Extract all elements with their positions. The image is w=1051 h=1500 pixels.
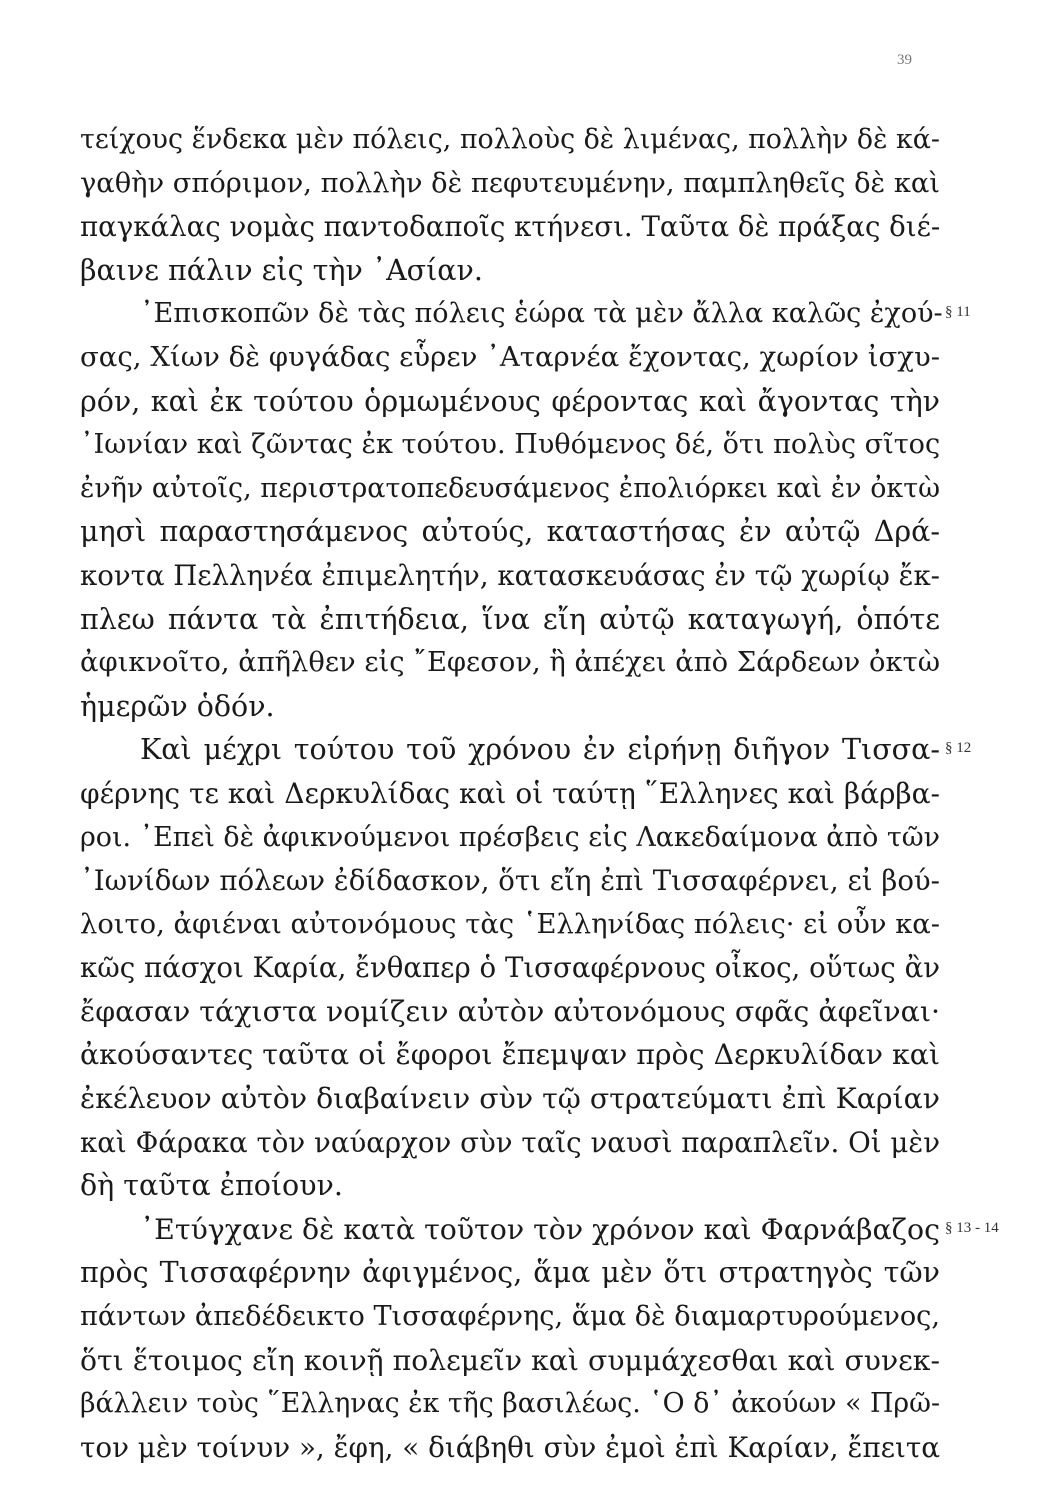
section-marker: § 11	[945, 304, 971, 320]
text-line: λοιτο, ἀφιέναι αὐτονόμους τὰς ῾Ελληνίδας πόλεις· εἰ οὖν κα-	[80, 908, 940, 940]
text-line: πλεω πάντα τὰ ἐπιτήδεια, ἵνα εἴη αὐτῷ καταγωγή, ὁπότε	[80, 602, 940, 636]
text-line: Καὶ μέχρι τούτου τοῦ χρόνου ἐν εἰρήνῃ διῆγον Τισσα-	[140, 733, 940, 767]
text-line: ᾿Ιωνίδων πόλεων ἐδίδασκον, ὅτι εἴη ἐπὶ Τισσαφέρνει, εἰ βού-	[80, 864, 940, 898]
text-line: πάντων ἀπεδέδεικτο Τισσαφέρνης, ἅμα δὲ διαμαρτυρούμενος,	[80, 1301, 940, 1333]
text-line: ἐκέλευον αὐτὸν διαβαίνειν σὺν τῷ στρατεύματι ἐπὶ Καρίαν	[80, 1082, 940, 1116]
text-line: ὅτι ἕτοιμος εἴη κοινῇ πολεμεῖν καὶ συμμάχεσθαι καὶ συνεκ-	[80, 1343, 940, 1377]
text-line: σας, Χίων δὲ φυγάδας εὗρεν ᾿Αταρνέα ἔχοντας, χωρίον ἰσχυ-	[80, 340, 940, 373]
section-marker: § 13 - 14	[945, 1220, 999, 1236]
text-line: βαινε πάλιν εἰς τὴν ᾿Ασίαν.	[80, 253, 483, 287]
text-line: ᾿Ιωνίαν καὶ ζῶντας ἐκ τούτου. Πυθόμενος δέ, ὅτι πολὺς σῖτος	[80, 429, 941, 461]
text-line: καὶ Φάρακα τὸν ναύαρχον σὺν ταῖς ναυσὶ παραπλεῖν. Οἱ μὲν	[80, 1125, 940, 1159]
body-text	[80, 118, 943, 1469]
text-line: κῶς πάσχοι Καρία, ἔνθαπερ ὁ Τισσαφέρνους οἶκος, οὕτως ἂν	[80, 951, 940, 985]
text-line: ᾿Επισκοπῶν δὲ τὰς πόλεις ἑώρα τὰ μὲν ἄλλα καλῶς ἐχού-	[140, 298, 943, 330]
text-line: τείχους ἕνδεκα μὲν πόλεις, πολλοὺς δὲ λιμένας, πολλὴν δὲ κά-	[80, 124, 940, 155]
text-line: βάλλειν τοὺς ῞Ελληνας ἐκ τῆς βασιλέως. ῾Ο δ᾿ ἀκούων « Πρῶ-	[80, 1388, 940, 1420]
section-marker: § 12	[945, 740, 972, 756]
text-line: ἔφασαν τάχιστα νομίζειν αὐτὸν αὐτονόμους σφᾶς ἀφεῖναι·	[80, 994, 940, 1028]
text-line: ἀκούσαντες ταῦτα οἱ ἔφοροι ἔπεμψαν πρὸς Δερκυλίδαν καὶ	[80, 1038, 940, 1072]
text-line: κοντα Πελληνέα ἐπιμελητήν, κατασκευάσας ἐν τῷ χωρίῳ ἔκ-	[80, 558, 940, 592]
text-line: ᾿Ετύγχανε δὲ κατὰ τοῦτον τὸν χρόνον καὶ Φαρνάβαζος	[140, 1212, 940, 1246]
text-line: γαθὴν σπόριμον, πολλὴν δὲ πεφυτευμένην, παμπληθεῖς δὲ καὶ	[80, 167, 940, 199]
text-line: ἡμερῶν ὁδόν.	[80, 689, 275, 723]
text-line: ρόν, καὶ ἐκ τούτου ὁρμωμένους φέροντας καὶ ἄγοντας τὴν	[80, 384, 940, 418]
text-line: πρὸς Τισσαφέρνην ἀφιγμένος, ἅμα μὲν ὅτι στρατηγὸς τῶν	[80, 1256, 940, 1290]
page-number: 39	[897, 52, 912, 68]
text-line: τον μὲν τοίνυν », ἔφη, « διάβηθι σὺν ἐμοὶ ἐπὶ Καρίαν, ἔπειτα	[80, 1430, 940, 1464]
text-line: παγκάλας νομὰς παντοδαποῖς κτήνεσι. Ταῦτα δὲ πράξας διέ-	[80, 210, 941, 244]
text-line: μησὶ παραστησάμενος αὐτούς, καταστήσας ἐν αὐτῷ Δρά-	[80, 515, 940, 549]
text-line: ἐνῆν αὐτοῖς, περιστρατοπεδευσάμενος ἐπολιόρκει καὶ ἐν ὀκτὼ	[80, 472, 940, 504]
text-line: φέρνης τε καὶ Δερκυλίδας καὶ οἱ ταύτῃ ῞Ελληνες καὶ βάρβα-	[80, 776, 940, 810]
text-line: ἀφικνοῖτο, ἀπῆλθεν εἰς ῎Εφεσον, ἣ ἀπέχει ἀπὸ Σάρδεων ὀκτὼ	[80, 647, 940, 679]
text-line: δὴ ταῦτα ἐποίουν.	[80, 1169, 343, 1203]
text-line: ροι. ᾿Επεὶ δὲ ἀφικνούμενοι πρέσβεις εἰς Λακεδαίμονα ἀπὸ τῶν	[80, 821, 940, 853]
